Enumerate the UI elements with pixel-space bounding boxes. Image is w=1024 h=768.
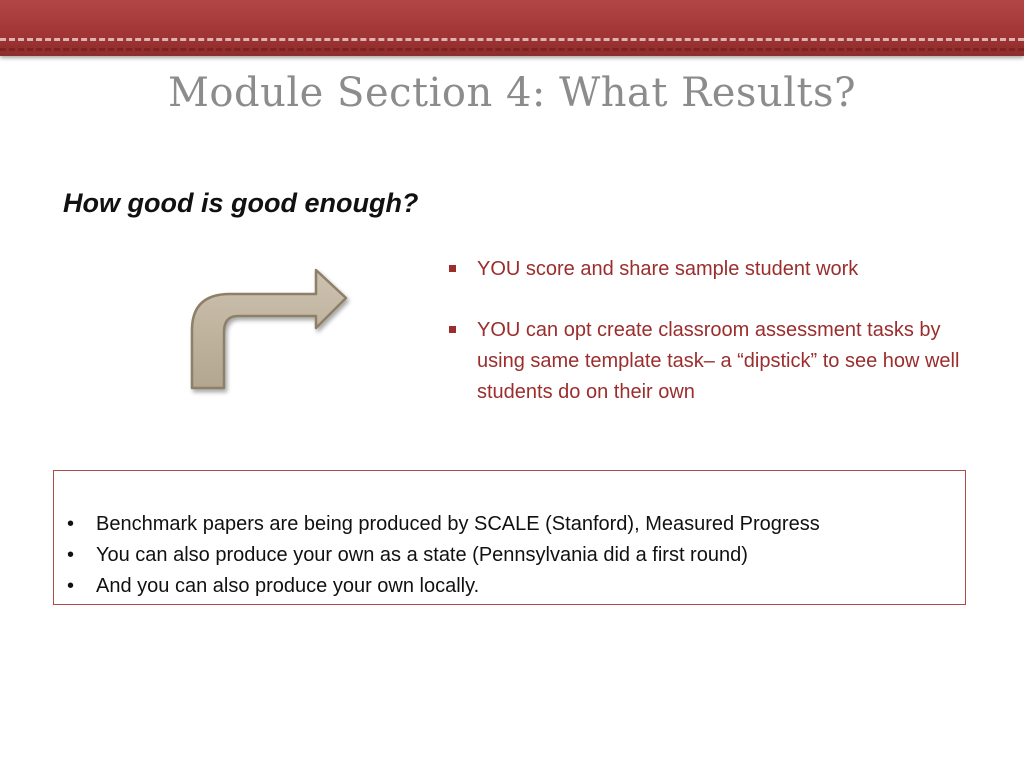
banner-stitching-lower <box>0 48 1024 51</box>
slide-title: Module Section 4: What Results? <box>167 70 857 116</box>
list-item-text: You can also produce your own as a state (Pennsylvania did a first round) <box>96 544 748 566</box>
list-item <box>446 254 986 285</box>
benchmark-info-box <box>53 470 966 605</box>
key-points-list <box>446 254 986 438</box>
list-item <box>62 540 820 571</box>
list-item <box>62 509 820 540</box>
bullet-dot-icon: • <box>67 513 75 535</box>
bullet-dot-icon: • <box>67 544 75 566</box>
benchmark-list <box>62 509 820 602</box>
bullet-dot-icon: • <box>67 575 75 597</box>
header-banner <box>0 0 1024 56</box>
square-bullet-icon <box>449 265 456 272</box>
list-item <box>446 315 986 408</box>
list-item-text: YOU score and share sample student work <box>477 258 859 280</box>
list-item-text: Benchmark papers are being produced by SCALE (Stanford), Measured Progress <box>96 513 820 535</box>
banner-stitching <box>0 38 1024 41</box>
slide-subtitle: How good is good enough? <box>63 188 419 218</box>
square-bullet-icon <box>449 326 456 333</box>
list-item-text: And you can also produce your own locally. <box>96 575 480 597</box>
bent-arrow-right-icon <box>178 260 358 400</box>
list-item-text: YOU can opt create classroom assessment tasks by using same template task– a “dipstick” to see how well students do on their own <box>477 319 960 403</box>
list-item <box>62 571 820 602</box>
